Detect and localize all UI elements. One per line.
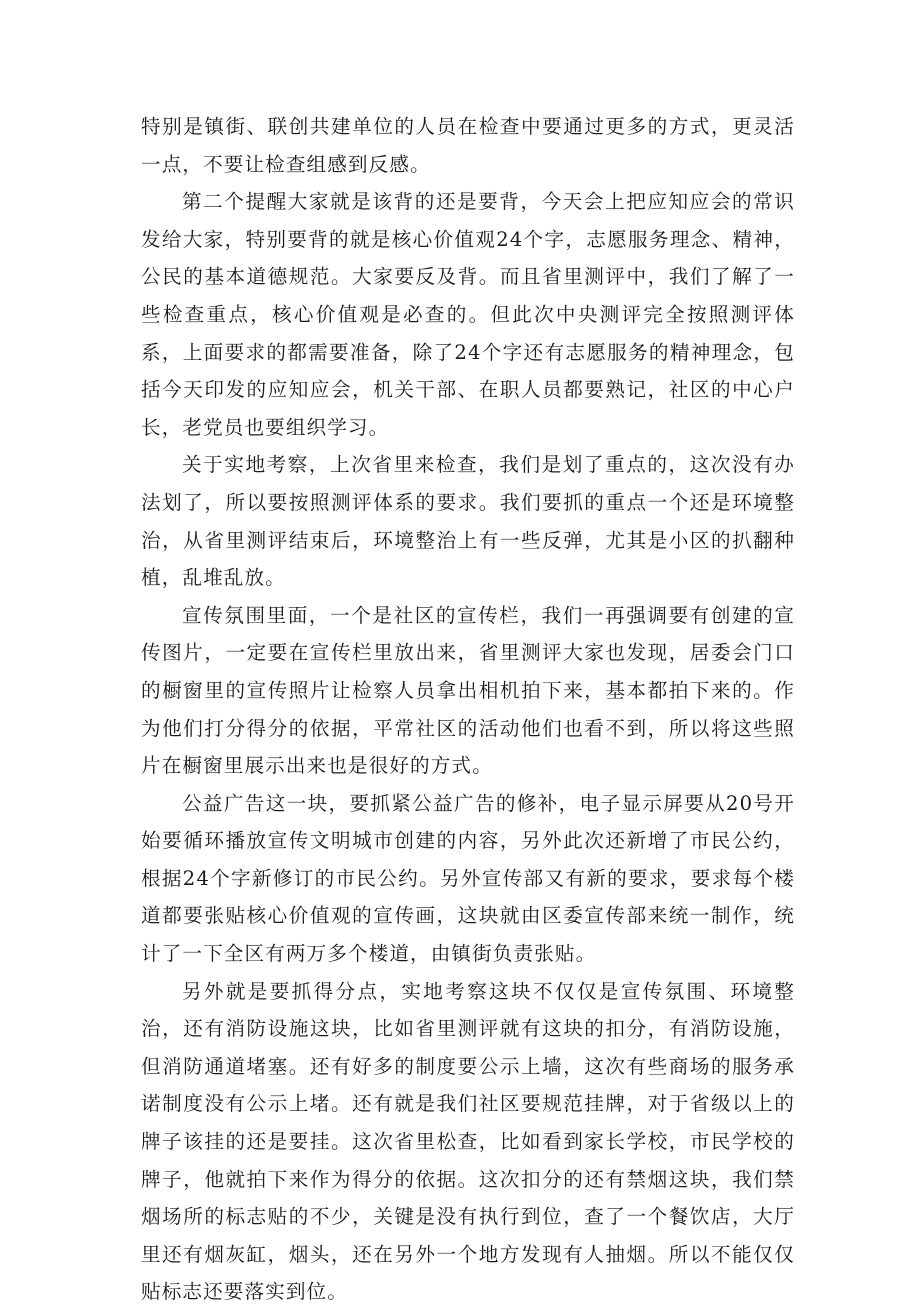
- document-body: [141, 108, 795, 1311]
- paragraph-memorization: 第二个提醒大家就是该背的还是要背，今天会上把应知应会的常识发给大家，特别要背的就是核心价值观24个字，志愿服务理念、精神，公民的基本道德规范。大家要反及背。而且省里测评中，我们了解了一些检查重点，核心价值观是必查的。但此次中央测评完全按照测评体系，上面要求的都需要准备，除了24个字还有志愿服务的精神理念，包括今天印发的应知应会，机关干部、在职人员都要熟记，社区的中心户长，老党员也要组织学习。: [141, 190, 795, 439]
- paragraph-continuation: 特别是镇街、联创共建单位的人员在检查中要通过更多的方式，更灵活一点，不要让检查组感到反感。: [141, 115, 795, 176]
- paragraph-field-inspection: 关于实地考察，上次省里来检查，我们是划了重点的，这次没有办法划了，所以要按照测评体系的要求。我们要抓的重点一个还是环境整治，从省里测评结束后，环境整治上有一些反弹，尤其是小区的扒翻种植，乱堆乱放。: [141, 453, 795, 590]
- paragraph-public-ads: 公益广告这一块，要抓紧公益广告的修补，电子显示屏要从20号开始要循环播放宣传文明城市创建的内容，另外此次还新增了市民公约，根据24个字新修订的市民公约。另外宣传部又有新的要求，要求每个楼道都要张贴核心价值观的宣传画，这块就由区委宣传部来统一制作，统计了一下全区有两万多个楼道，由镇街负责张贴。: [141, 791, 795, 966]
- paragraph-scoring-points: 另外就是要抓得分点，实地考察这块不仅仅是宣传氛围、环境整治，还有消防设施这块，比如省里测评就有这块的扣分，有消防设施，但消防通道堵塞。还有好多的制度要公示上墙，这次有些商场的服务承诺制度没有公示上堵。还有就是我们社区要规范挂牌，对于省级以上的牌子该挂的还是要挂。这次省里松查，比如看到家长学校，市民学校的牌子，他就拍下来作为得分的依据。这次扣分的还有禁烟这块，我们禁烟场所的标志贴的不少，关键是没有执行到位，查了一个餐饮店，大厅里还有烟灰缸，烟头，还在另外一个地方发现有人抽烟。所以不能仅仅贴标志还要落实到位。: [141, 979, 795, 1304]
- paragraph-publicity-atmosphere: 宣传氛围里面，一个是社区的宣传栏，我们一再强调要有创建的宣传图片，一定要在宣传栏里放出来，省里测评大家也发现，居委会门口的橱窗里的宣传照片让检察人员拿出相机拍下来，基本都拍下来的。作为他们打分得分的依据，平常社区的活动他们也看不到，所以将这些照片在橱窗里展示出来也是很好的方式。: [141, 603, 795, 778]
